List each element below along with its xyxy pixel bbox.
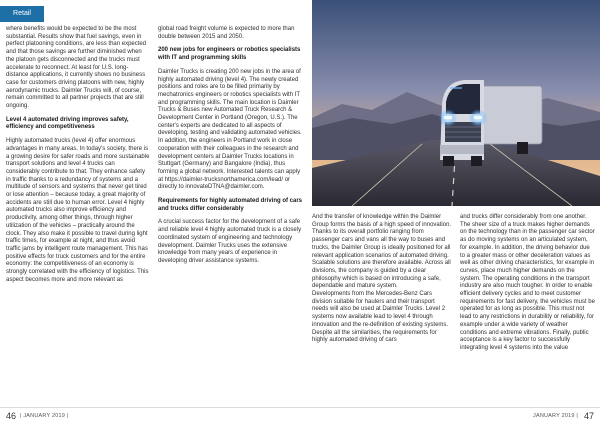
footer-divider — [0, 407, 600, 408]
paragraph: Developments from the Mercedes-Benz Cars division suitable for haulers and their transport needs will also be used at Daimler Trucks. Level 2 systems now available lead to level 4 through innovation and the re-definition of existing systems. Despite all the similarities, the requirements for highly automated driving of cars — [312, 291, 449, 344]
page-number-right: 47 — [583, 411, 594, 421]
paragraph: Highly automated trucks (level 4) offer enormous advantages in many areas. In today's society, there is a growing desire for safer roads and more sustainable transport solutions and level 4 trucks can considerably contribute to that. They enhance safety in traffic thanks to a redundancy of systems and a multitude of sensors and systems that never get tired or lose attention – because today, a great majority of accidents are still due to human error. Level 4 highly automated trucks also improve efficiency and productivity, among other things, through higher utilization of the vehicles – practically around the clock. They also make it possible to travel during light traffic times, for example at night, and thus avoid traffic jams by intelligent route management. This has positive effects for truck customers and for the entire economy: the competitiveness of an economy is strongly correlated with the efficiency of logistics. This aspect becomes more and more relevant as — [6, 138, 150, 283]
subheading: Requirements for highly automated driving of cars and trucks differ considerably — [158, 198, 303, 212]
paragraph: And the transfer of knowledge within the Daimler Group forms the basis of a high speed of innovation. Thanks to its overall portfolio ranging from passenger cars and vans all the way to buses and trucks, the Daimler Group is ideally positioned for all relevant application scenarios of automated driving. Scalable solutions are therefore available. Across all divisions, the company is guided by a clear philosophy which is based on introducing a safe, dependable and mature system. — [312, 214, 452, 290]
page-number-left: 46 — [6, 411, 17, 421]
article-column-3 — [312, 214, 452, 351]
paragraph: Daimler Trucks is creating 200 new jobs in the area of highly automated driving (level 4). The newly created positions and roles are to be filled primarily by mechatronics engineers or robotics specialists with IT and programming skills. The main location is Daimler Trucks & Buses new Automated Truck Research & Development Center in Portland (Oregon, U.S.). The center's experts are dedicated to all aspects of developing, testing and validating automated vehicles. In addition, the engineers in Portland work in close cooperation with their colleagues in the research and development centers at Daimler Trucks locations in Stuttgart (Germany) and Bangalore (India), thus forming a global network. Interested talents can apply at https://daimler-trucksnorthamerica.com/lead/ or directly to innovateDTNA@daimler.com. — [158, 68, 302, 191]
truck-photo — [312, 0, 600, 206]
paragraph: global road freight volume is expected to more than double between 2015 and 2050. — [158, 26, 295, 40]
section-tag-left: Retail — [0, 6, 44, 22]
subheading: Level 4 automated driving improves safety, efficiency and competitiveness — [6, 116, 129, 131]
article-column-1 — [6, 26, 150, 291]
paragraph: and trucks differ considerably from one another. The sheer size of a truck makes higher demands on the technology than in the passenger car sector as do moving systems on an articulated system, for example. In addition, the driving behavior due to a greater mass or other deceleration values as well as other driving characteristics, for example in curves, place much higher demands on the system. The operating conditions in the transport industry are also much tougher. In order to enable efficient delivery cycles and to meet customer requirements for fast delivery, the vehicles must be operated for as long as possible. This must not lead to any restrictions in durability or reliability, for example under a wide variety of weather conditions and extreme vibrations. Finally, public acceptance is a key factor to successfully integrating level 4 systems into the value — [460, 214, 595, 351]
article-column-2 — [158, 26, 304, 272]
article-column-4 — [460, 214, 596, 359]
paragraph: where benefits would be expected to be the most substantial. Results show that fuel savings, even in perfect platooning conditions, are less than expected and that those savings are further diminished when the platoon gets disconnected and the trucks must accelerate to reconnect. At least for U.S. long-distance applications, it currently shows no business case for customers driving platoons with new, highly aerodynamic trucks. Daimler Trucks will, of course, remain committed to all partner projects that are still ongoing. — [6, 26, 147, 110]
subheading: 200 new jobs for engineers or robotics specialists with IT and programming skills — [158, 47, 301, 62]
issue-date-left: | JANUARY 2019 | — [20, 413, 69, 419]
paragraph: A crucial success factor for the development of a safe and reliable level 4 highly automated truck is a closely coordinated system of engineering and technology development. Daimler Trucks uses the extensive knowledge from many years of experience in developing driver assistance systems. — [158, 219, 302, 264]
issue-date-right: JANUARY 2019 | — [533, 413, 578, 419]
